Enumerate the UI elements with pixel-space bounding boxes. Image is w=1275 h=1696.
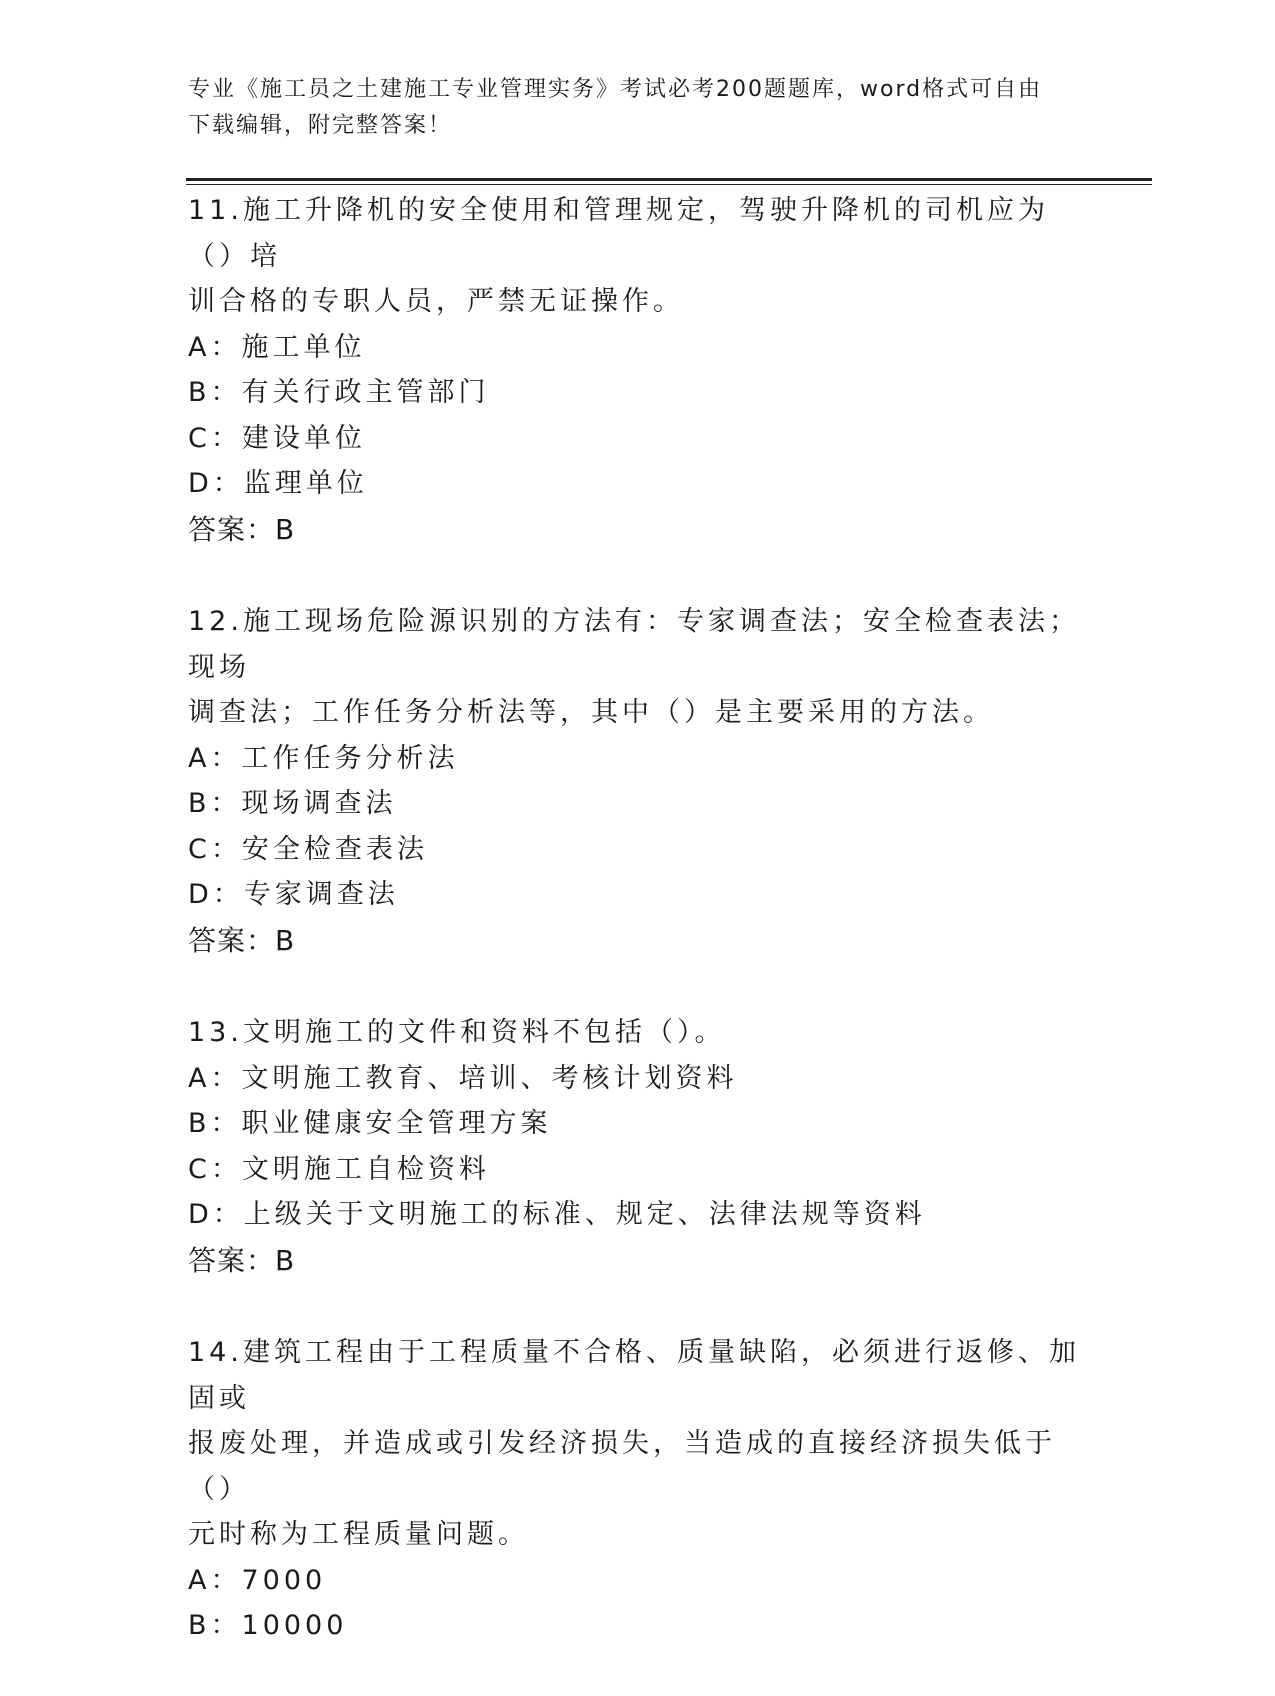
header-divider-thin (186, 184, 1152, 185)
question-stem: 训合格的专职人员，严禁无证操作。 (188, 286, 684, 317)
option-b: B：职业健康安全管理方案 (188, 1108, 552, 1139)
question-stem: 12.施工现场危险源识别的方法有：专家调查法；安全检查表法；现场 (188, 606, 1080, 683)
option-a: A：施工单位 (188, 331, 366, 363)
option-b: B：10000 (188, 1610, 348, 1641)
option-c: C：文明施工自检资料 (188, 1153, 490, 1185)
option-c: C：安全检查表法 (188, 833, 428, 865)
answer: 答案：B (188, 923, 296, 957)
answer: 答案：B (188, 1243, 296, 1277)
question-stem: 11.施工升降机的安全使用和管理规定，驾驶升降机的司机应为（）培 (188, 195, 1049, 272)
option-c: C：建设单位 (188, 422, 366, 454)
document-header (188, 72, 1068, 144)
option-b: B：现场调查法 (188, 788, 397, 819)
option-d: D：专家调查法 (188, 879, 399, 910)
question-13 (188, 1010, 1088, 1283)
question-stem: 报废处理，并造成或引发经济损失，当造成的直接经济损失低于（） (188, 1428, 1056, 1505)
answer: 答案：B (188, 512, 296, 546)
option-a: A：7000 (188, 1564, 327, 1596)
question-stem: 元时称为工程质量问题。 (188, 1519, 529, 1550)
question-stem: 调查法；工作任务分析法等，其中（）是主要采用的方法。 (188, 697, 994, 728)
option-d: D：上级关于文明施工的标准、规定、法律法规等资料 (188, 1199, 926, 1230)
question-12 (188, 599, 1088, 963)
option-a: A：文明施工教育、培训、考核计划资料 (188, 1062, 738, 1094)
header-divider (186, 178, 1152, 181)
question-14 (188, 1330, 1088, 1649)
header-line-1: 专业《施工员之土建施工专业管理实务》考试必考200题题库，word格式可自由 (188, 77, 1043, 102)
option-a: A：工作任务分析法 (188, 742, 459, 774)
option-b: B：有关行政主管部门 (188, 377, 490, 408)
question-stem: 14.建筑工程由于工程质量不合格、质量缺陷，必须进行返修、加固或 (188, 1337, 1080, 1414)
option-d: D：监理单位 (188, 468, 368, 499)
question-list (188, 188, 1088, 1696)
question-11 (188, 188, 1088, 552)
question-stem: 13.文明施工的文件和资料不包括（）。 (188, 1017, 726, 1048)
header-line-2: 下载编辑，附完整答案！ (188, 113, 453, 138)
